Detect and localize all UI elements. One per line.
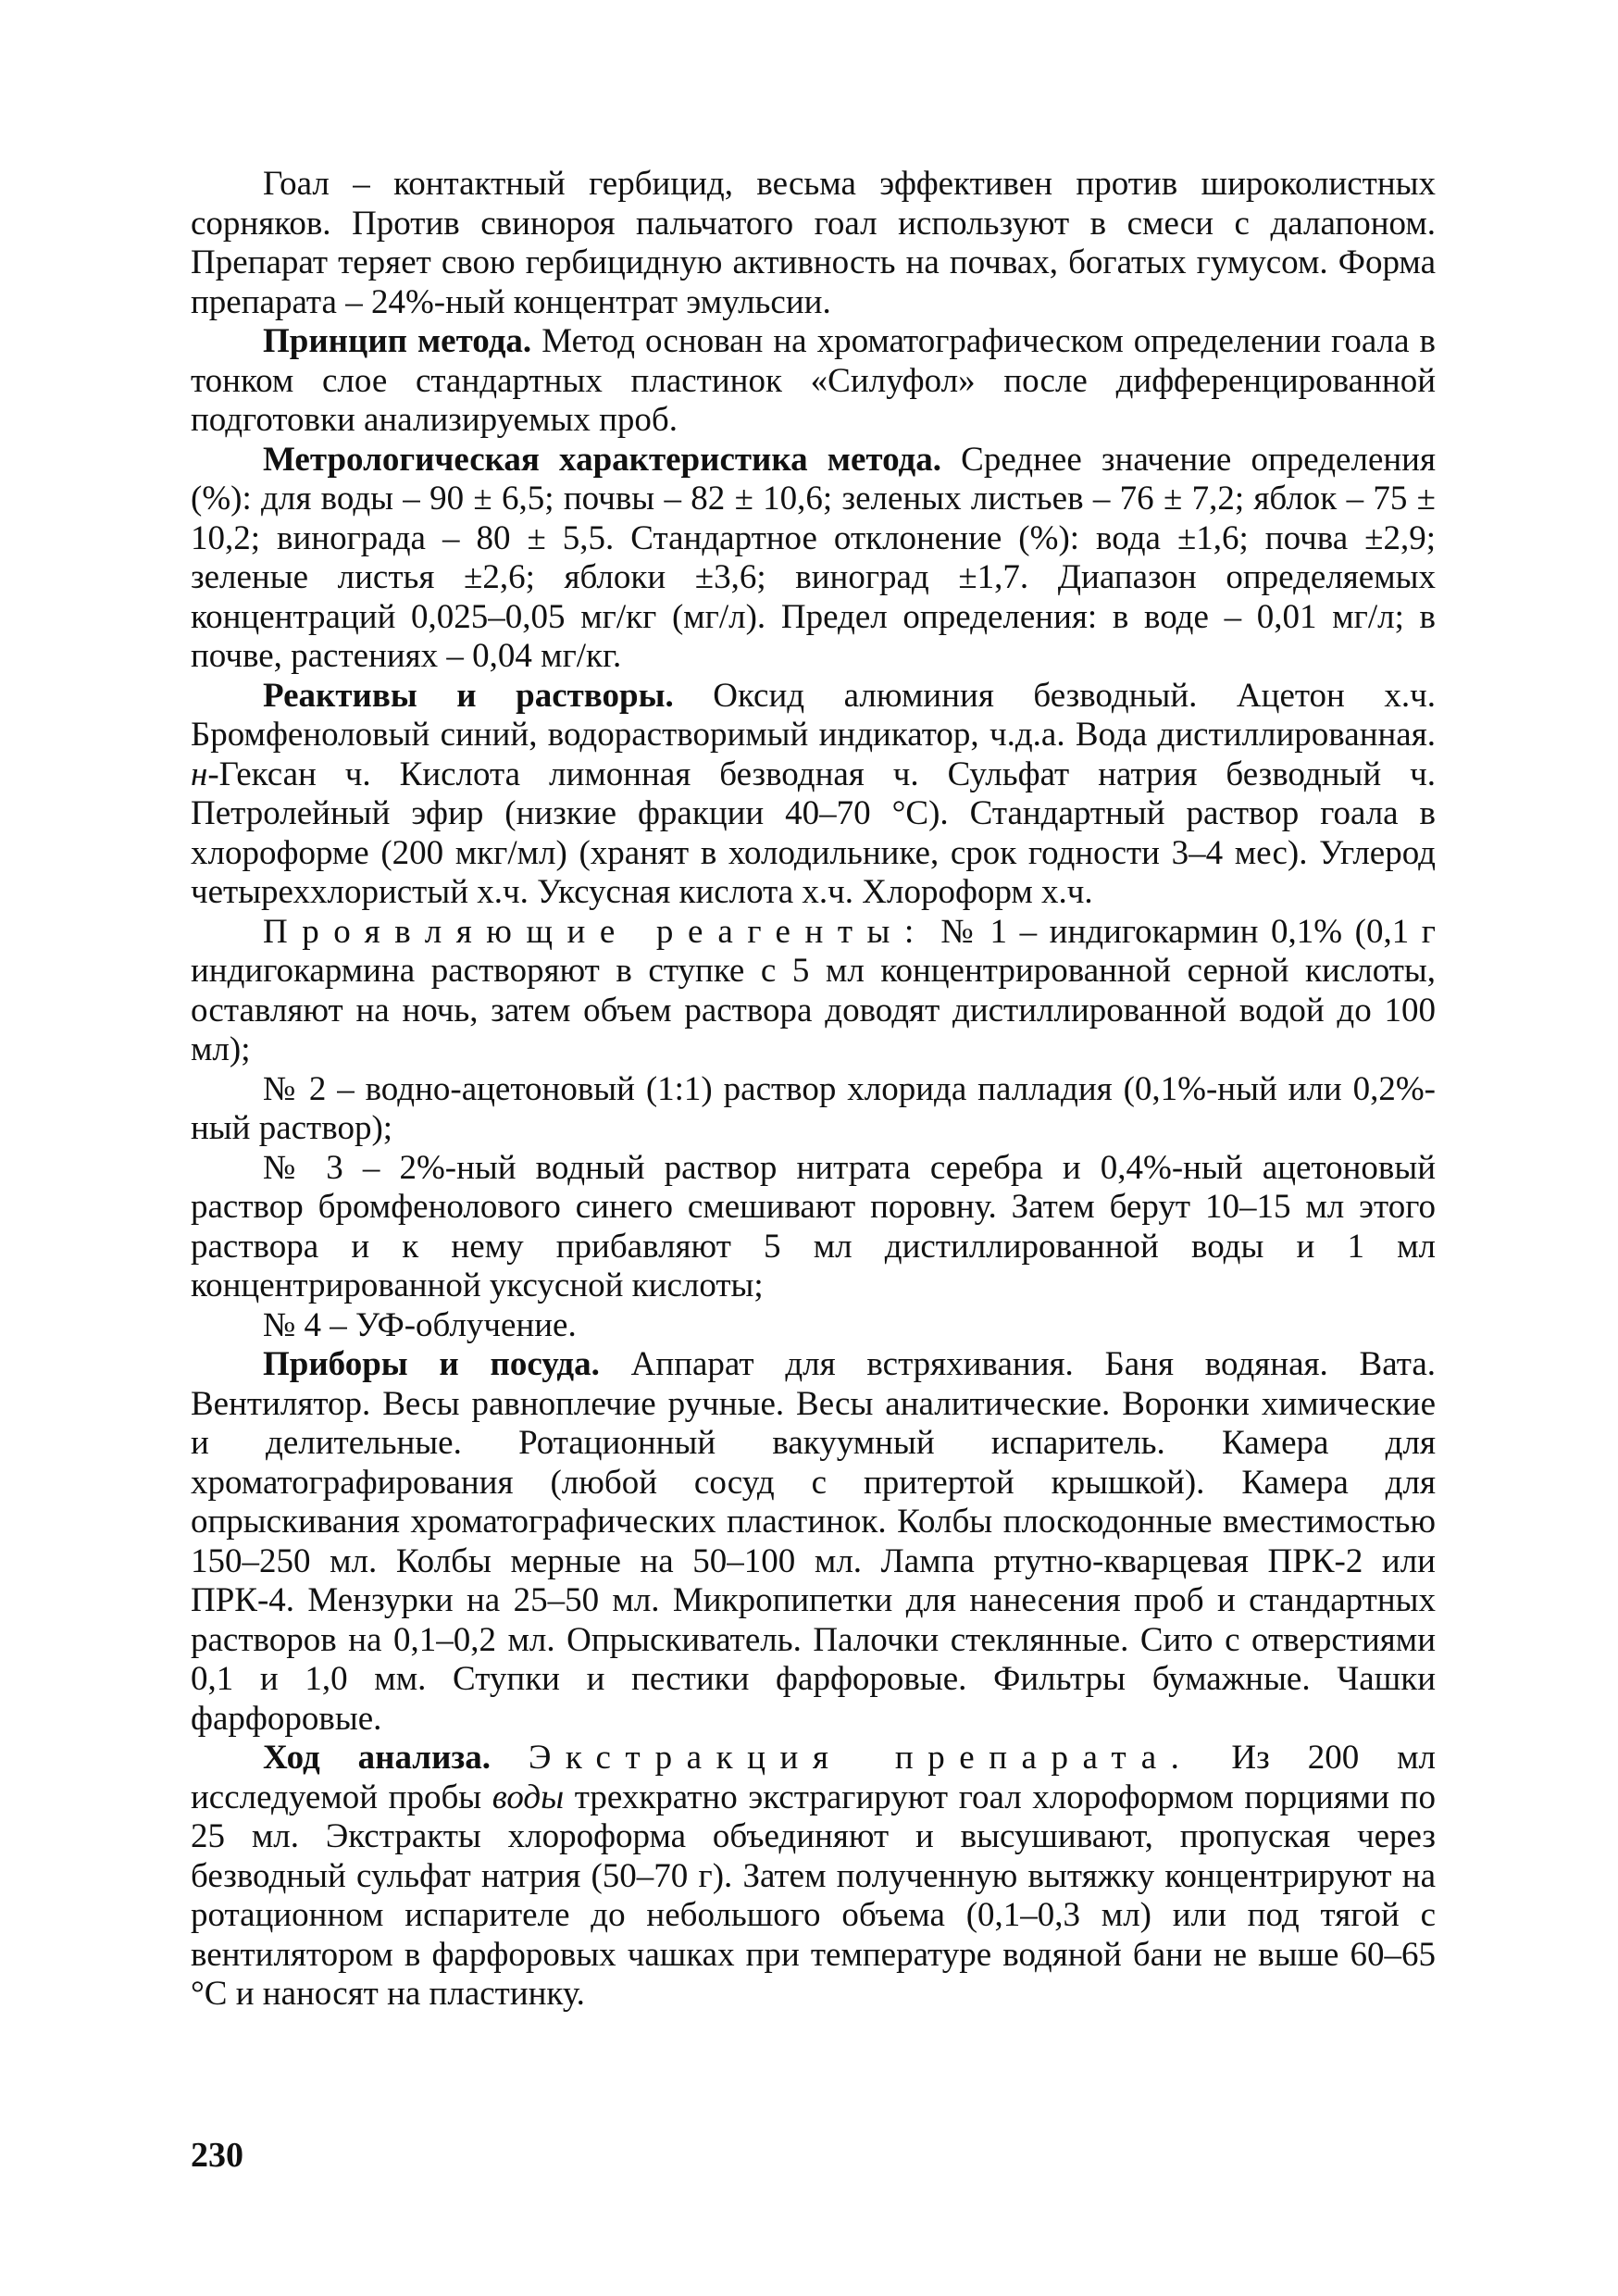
reagents-heading: Реактивы и растворы. — [263, 676, 674, 715]
metrology-heading: Метрологическая характеристика метода. — [263, 440, 942, 479]
developing-reagent-3: № 3 – 2%-ный водный раствор нитрата серебра и 0,4%-ный ацетоновый раствор бромфенолового синего смешивают поровну. Затем берут 10–15 мл этого раствора и к нему прибавляют 5 мл дистиллированной воды и 1 мл концентрированной уксусной кислоты; — [191, 1148, 1436, 1304]
developing-reagent-4: № 4 – УФ-облучение. — [263, 1305, 577, 1344]
page-body — [191, 165, 1436, 2015]
developing-reagents-heading: Проявляющие реагенты: — [263, 912, 928, 951]
paragraph-reagents — [191, 677, 1436, 913]
metrology-text: Среднее значение определения (%): для воды – 90 ± 6,5; почвы – 82 ± 10,6; зеленых листьев – 76 ± 7,2; яблок – 75 ± 10,2; винограда – 80 ± 5,5. Стандартное отклонение (%): вода ±1,6; почва ±2,9; зеленые листья ±2,6; яблоки ±3,6; виноград ±1,7. Диапазон определяемых концентраций 0,025–0,05 мг/кг (мг/л). Предел определения: в воде – 0,01 мг/л; в почве, растениях – 0,04 мг/кг. — [191, 440, 1436, 675]
method-principle-text: Метод основан на хроматографическом определении гоала в тонком слое стандартных пластинок «Силуфол» после дифференцированной подготовки анализируемых проб. — [191, 322, 1436, 439]
intro-text: Гоал – контактный гербицид, весьма эффективен против широколистных сорняков. Против свинороя пальчатого гоал используют в смеси с далапоном. Препарат теряет свою гербицидную активность на почвах, богатых гумусом. Форма препарата – 24%-ный концентрат эмульсии. — [191, 165, 1436, 321]
analysis-heading: Ход анализа. — [263, 1739, 492, 1777]
paragraph-analysis — [191, 1739, 1436, 2015]
developing-reagent-1: № 1 – индигокармин 0,1% (0,1 г индигокармина растворяют в ступке с 5 мл концентрированной серной кислоты, оставляют на ночь, затем объем раствора доводят дистиллированной водой до 100 мл); — [191, 912, 1436, 1068]
paragraph-reagent-2 — [191, 1070, 1436, 1149]
analysis-italic-water: воды — [492, 1778, 565, 1816]
developing-reagent-2: № 2 – водно-ацетоновый (1:1) раствор хлорида палладия (0,1%-ный или 0,2%-ный раствор); — [191, 1069, 1436, 1147]
paragraph-developing-reagents — [191, 913, 1436, 1070]
paragraph-reagent-4 — [191, 1306, 1436, 1346]
paragraph-equipment — [191, 1345, 1436, 1739]
paragraph-metrology — [191, 441, 1436, 677]
extraction-subheading: Экстракция препарата. — [528, 1739, 1194, 1777]
equipment-text: Аппарат для встряхивания. Баня водяная. Вата. Вентилятор. Весы равноплечие ручные. Весы аналитические. Воронки химические и делительные. Ротационный вакуумный испаритель. Камера для хроматографирования (любой сосуд с притертой крышкой). Камера для опрыскивания хроматографических пластинок. Колбы плоскодонные вместимостью 150–250 мл. Колбы мерные на 50–100 мл. Лампа ртутно-кварцевая ПРК-2 или ПРК-4. Мензурки на 25–50 мл. Микропипетки для нанесения проб и стандартных растворов на 0,1–0,2 мл. Опрыскиватель. Палочки стеклянные. Сито с отверстиями 0,1 и 1,0 мм. Ступки и пестики фарфоровые. Фильтры бумажные. Чашки фарфоровые. — [191, 1345, 1436, 1738]
page-number: 230 — [191, 2136, 243, 2175]
analysis-text-1: Из 200 мл исследуемой пробы — [191, 1739, 1437, 1816]
reagents-text-2: -Гексан ч. Кислота лимонная безводная ч. Сульфат натрия безводный ч. Петролейный эфир (низкие фракции 40–70 °С). Стандартный раствор гоала в хлороформе (200 мкг/мл) (хранят в холодильнике, срок годности 3–4 мес). Углерод четыреххлористый х.ч. Уксусная кислота х.ч. Хлороформ х.ч. — [191, 755, 1436, 911]
paragraph-method-principle — [191, 322, 1436, 441]
paragraph-reagent-3 — [191, 1149, 1436, 1306]
reagents-text-1: Оксид алюминия безводный. Ацетон х.ч. Бромфеноловый синий, водорастворимый индикатор, ч.д.а. Вода дистиллированная. — [191, 676, 1436, 754]
equipment-heading: Приборы и посуда. — [263, 1345, 600, 1383]
method-principle-heading: Принцип метода. — [263, 322, 532, 360]
reagents-italic-n: н — [191, 755, 208, 793]
analysis-text-2: трехкратно экстрагируют гоал хлороформом порциями по 25 мл. Экстракты хлороформа объединяют и высушивают, пропуская через безводный сульфат натрия (50–70 г). Затем полученную вытяжку концентрируют на ротационном испарителе до небольшого объема (0,1–0,3 мл) или под тягой с вентилятором в фарфоровых чашках при температуре водяной бани не выше 60–65 °С и наносят на пластинку. — [191, 1778, 1436, 2013]
paragraph-intro — [191, 165, 1436, 322]
